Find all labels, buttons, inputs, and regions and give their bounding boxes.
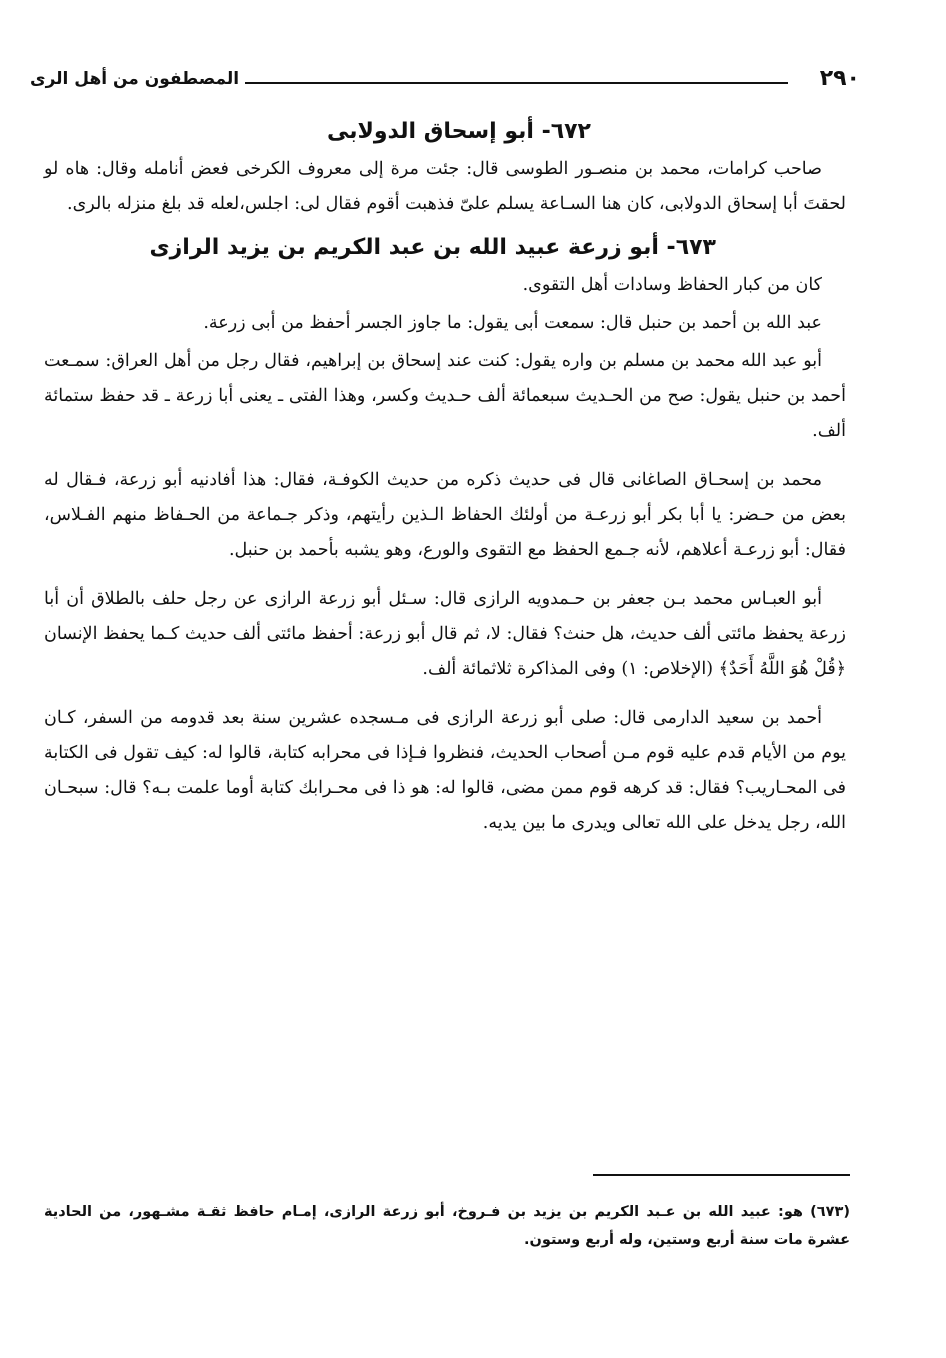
entry-heading: ٦٧٣- أبو زرعة عبيد الله بن عبد الكريم بن يزيد الرازى	[149, 235, 716, 260]
paragraph: محمد بن إسحـاق الصاغانى قال فى حديث ذكره من حديث الكوفـة، فقال: هذا أفادنيه أبو زرعة، فـقال له بعض من حـضر: يا أبا بكر أبو زرعـة من أولئك الحفاظ الـذين رأيتهم، وذكر جـماعة من الحـفاظ منهم الفـلاس، فقال: أبو زرعـة أعلاهم، لأنه جـمع الحفظ مع التقوى والورع، وهو يشبه بأحمد بن حنبل.	[44, 470, 846, 560]
main-text	[44, 112, 846, 844]
running-title: المصطفون من أهل الرى	[30, 69, 240, 89]
paragraph: صاحب كرامات، محمد بن منصـور الطوسى قال: جئت مرة إلى معروف الكرخى فعض أنامله وقال: هاه لو لحقتَ أبا إسحاق الدولابى، كان هنا السـاعة يسلم علىّ فذهبت أقوم فقال لى: اجلس،لعله قد بلغ منزله بالرى.	[44, 159, 846, 214]
footnote: (٦٧٣) هو: عبيد الله بن عـبد الكريم بن يزيد بن فـروخ، أبو زرعة الرازى، إمـام حافظ ثقـة مشـهور، من الحادية عشرة مات سنة أربع وستين، وله أربع وستون.	[44, 1203, 850, 1248]
paragraph: أحمد بن سعيد الدارمى قال: صلى أبو زرعة الرازى فى مـسجده عشرين سنة بعد قدومه من السفر، كـان يوم من الأيام قدم عليه قوم مـن أصحاب الحديث، فنظروا فـإذا فى محرابه كتابة، قالوا له: كيف تقول فى الكتابة فى المحـاريب؟ فقال: قد كرهه قوم ممن مضى، قالوا له: هو ذا فى محـرابك كتابة أوما علمت بـه؟ قال: سبحـان الله، رجل يدخل على الله تعالى ويدرى ما بين يديه.	[44, 708, 846, 833]
header-rule	[245, 82, 788, 84]
entry-heading: ٦٧٢- أبو إسحاق الدولابى	[326, 119, 591, 144]
paragraph: أبو العبـاس محمد بـن جعفر بن حـمدويه الرازى قال: سـئل أبو زرعة الرازى عن رجل حلف بالطلاق أن أبا زرعة يحفظ مائتى ألف حديث، هل حنث؟ فقال: لا، ثم قال أبو زرعة: أحفظ مائتى ألف حديث كـما يحفظ الإنسان ﴿قُلْ هُوَ اللَّهُ أَحَدٌ﴾ (الإخلاص: ١) وفى المذاكرة ثلاثمائة ألف.	[44, 589, 846, 679]
page-number: ٢٩٠	[819, 66, 860, 91]
paragraph: كان من كبار الحفاظ وسادات أهل التقوى.	[522, 275, 822, 295]
paragraph: عبد الله بن أحمد بن حنبل قال: سمعت أبى يقول: ما جاوز الجسر أحفظ من أبى زرعة.	[203, 313, 822, 333]
page-header	[30, 62, 860, 96]
footnote-rule	[593, 1174, 850, 1176]
paragraph: أبو عبد الله محمد بن مسلم بن واره يقول: كنت عند إسحاق بن إبراهيم، فقال رجل من أهل العراق: سمـعت أحمد بن حنبل يقول: صح من الحـديث سبعمائة ألف حـديث وكسر، وهذا الفتى ـ يعنى أبا زرعة ـ قد حفظ ستمائة ألف.	[44, 351, 846, 441]
